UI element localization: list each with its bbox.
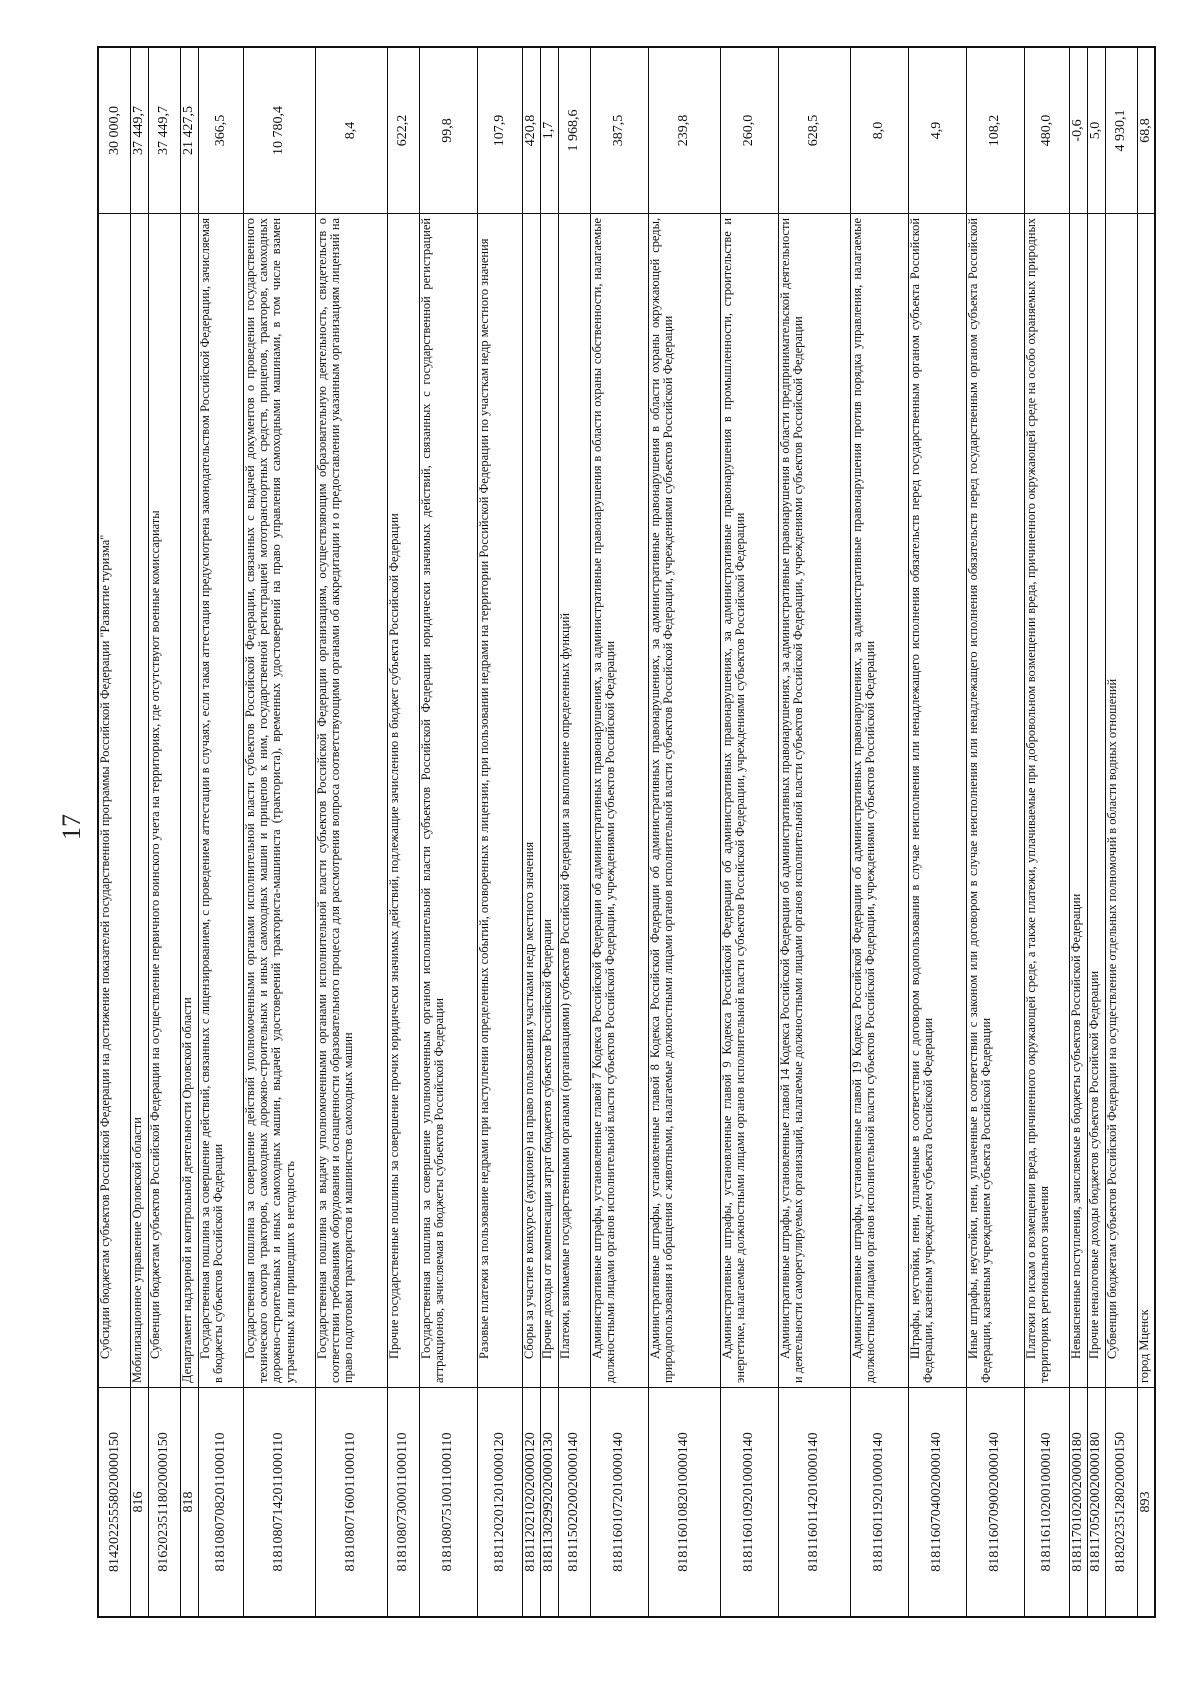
table-row: [387, 47, 419, 1617]
page-number: 17: [57, 814, 86, 840]
budget-code-cell: 81811701020020000180: [1069, 1388, 1087, 1618]
table-row: [243, 47, 315, 1617]
amount-cell: 628,5: [778, 47, 850, 214]
table-row: [1069, 47, 1087, 1617]
amount-cell: 68,8: [1137, 47, 1155, 214]
table-row: [966, 47, 1024, 1617]
amount-cell: 107,9: [477, 47, 522, 214]
amount-cell: 480,0: [1024, 47, 1069, 214]
income-name-cell: Административные штрафы, установленные главой 8 Кодекса Российской Федерации об административных правонарушениях, за административные правонарушения в области охраны окружающей среды, природопользования и обращения с животными, налагаемые должностными лицами органов исполнительной власти субъектов Российской Федерации, учреждениями субъектов Российской Федерации: [648, 214, 720, 1388]
amount-cell: 108,2: [966, 47, 1024, 214]
amount-cell: 10 780,4: [243, 47, 315, 214]
income-name-cell: Государственная пошлина за совершение уполномоченным органом исполнительной власти субъектов Российской Федерации юридически значимых действий, связанных с государственной регистрацией аттракционов, зачисляемая в бюджеты субъектов Российской Федерации: [419, 214, 477, 1388]
income-name-cell: Иные штрафы, неустойки, пени, уплаченные в соответствии с законом или договором в случае неисполнения или ненадлежащего исполнения обязательств перед государственным органом субъекта Российской Федерации, казенным учреждением субъекта Российской Федерации: [966, 214, 1024, 1388]
income-name-cell: Платежи по искам о возмещении вреда, причиненного окружающей среде, а также платежи, уплачиваемые при добровольном возмещении вреда, причиненного окружающей среде на особо охраняемых природных территориях регионального значения: [1024, 214, 1069, 1388]
income-name-cell: Административные штрафы, установленные главой 19 Кодекса Российской Федерации об административных правонарушениях, за административные правонарушения против порядка управления, налагаемые должностными лицами органов исполнительной власти субъектов Российской Федерации, учреждениями субъектов Российской Федерации: [850, 214, 908, 1388]
amount-cell: 37 449,7: [130, 47, 148, 214]
income-name-cell: Невыясненные поступления, зачисляемые в бюджеты субъектов Российской Федерации: [1069, 214, 1087, 1388]
income-name-cell: Прочие государственные пошлины за совершение прочих юридически значимых действий, подлежащие зачислению в бюджет субъекта Российской Федерации: [387, 214, 419, 1388]
table-row: [1024, 47, 1069, 1617]
table-row: [1137, 47, 1155, 1617]
table-row: [908, 47, 966, 1617]
table-row: [558, 47, 590, 1617]
amount-cell: 239,8: [648, 47, 720, 214]
budget-sheet: [97, 76, 1154, 1618]
budget-code-cell: 81811302992020000130: [540, 1388, 558, 1618]
table-row: [130, 47, 148, 1617]
income-name-cell: Прочие доходы от компенсации затрат бюджетов субъектов Российской Федерации: [540, 214, 558, 1388]
table-row: [778, 47, 850, 1617]
income-name-cell: Государственная пошлина за совершение действий уполномоченными органами исполнительной власти субъектов Российской Федерации, связанных с выдачей документов о проведении государственного технического осмотра тракторов, самоходных дорожно-строительных и иных самоходных машин и прицепов к ним, государственной регистрацией мототранспортных средств, прицепов, тракторов, самоходных дорожно-строительных и иных самоходных машин, выдачей удостоверений тракториста-машиниста (тракториста), временных удостоверений на право управления самоходными машинами, в том числе взамен утраченных или пришедших в негодность: [243, 214, 315, 1388]
amount-cell: 21 427,5: [180, 47, 198, 214]
budget-code-cell: 81811601072010000140: [590, 1388, 648, 1618]
amount-cell: 260,0: [720, 47, 778, 214]
table-row: [590, 47, 648, 1617]
amount-cell: 622,2: [387, 47, 419, 214]
amount-cell: 8,0: [850, 47, 908, 214]
amount-cell: 4 930,1: [1105, 47, 1137, 214]
budget-code-cell: 81811705020020000180: [1087, 1388, 1105, 1618]
income-name-cell: Административные штрафы, установленные главой 9 Кодекса Российской Федерации об административных правонарушениях, за административные правонарушения в промышленности, строительстве и энергетике, налагаемые должностными лицами органов исполнительной власти субъектов Российской Федерации, учреждениями субъектов Российской Федерации: [720, 214, 778, 1388]
income-name-cell: Административные штрафы, установленные главой 7 Кодекса Российской Федерации об административных правонарушениях, за административные правонарушения в области охраны собственности, налагаемые должностными лицами органов исполнительной власти субъектов Российской Федерации, учреждениями субъектов Российской Федерации: [590, 214, 648, 1388]
budget-code-cell: 81820235128020000150: [1105, 1388, 1137, 1618]
table-row: [198, 47, 243, 1617]
income-name-cell: Разовые платежи за пользование недрами при наступлении определенных событий, оговоренных в лицензии, при пользовании недрами на территории Российской Федерации по участкам недр местного значения: [477, 214, 522, 1388]
budget-code-cell: 81811502020020000140: [558, 1388, 590, 1618]
table-row: [720, 47, 778, 1617]
amount-cell: 30 000,0: [98, 47, 130, 214]
budget-code-cell: 81811601192010000140: [850, 1388, 908, 1618]
table-row: [540, 47, 558, 1617]
table-row: [477, 47, 522, 1617]
amount-cell: 8,4: [315, 47, 387, 214]
income-name-cell: город Мценск: [1137, 214, 1155, 1388]
budget-code-cell: 81810807142011000110: [243, 1388, 315, 1618]
budget-code-cell: 81811601142010000140: [778, 1388, 850, 1618]
budget-code-cell: 81811607090020000140: [966, 1388, 1024, 1618]
income-name-cell: Платежи, взимаемые государственными органами (организациями) субъектов Российской Федерации за выполнение определенных функций: [558, 214, 590, 1388]
table-row: [850, 47, 908, 1617]
budget-code-cell: 81811601082010000140: [648, 1388, 720, 1618]
table-row: [1087, 47, 1105, 1617]
budget-code-cell: 893: [1137, 1388, 1155, 1618]
income-name-cell: Административные штрафы, установленные главой 14 Кодекса Российской Федерации об административных правонарушениях, за административные правонарушения в области предпринимательской деятельности и деятельности саморегулируемых организаций, налагаемые должностными лицами органов исполнительной власти субъектов Российской Федерации, учреждениями субъектов Российской Федерации: [778, 214, 850, 1388]
income-name-cell: Государственная пошлина за совершение действий, связанных с лицензированием, с проведением аттестации в случаях, если такая аттестация предусмотрена законодательством Российской Федерации, зачисляемая в бюджеты субъектов Российской Федерации: [198, 214, 243, 1388]
table-row: [419, 47, 477, 1617]
amount-cell: 387,5: [590, 47, 648, 214]
amount-cell: -0,6: [1069, 47, 1087, 214]
budget-code-cell: 81810807082011000110: [198, 1388, 243, 1618]
income-name-cell: Департамент надзорной и контрольной деятельности Орловской области: [180, 214, 198, 1388]
income-name-cell: Прочие неналоговые доходы бюджетов субъектов Российской Федерации: [1087, 214, 1105, 1388]
amount-cell: 4,9: [908, 47, 966, 214]
budget-code-cell: 81810807510011000110: [419, 1388, 477, 1618]
budget-code-cell: 81811607040020000140: [908, 1388, 966, 1618]
budget-code-cell: 81620235118020000150: [148, 1388, 180, 1618]
income-name-cell: Сборы за участие в конкурсе (аукционе) на право пользования участками недр местного значения: [522, 214, 540, 1388]
budget-code-cell: 81811202012010000120: [477, 1388, 522, 1618]
income-name-cell: Государственная пошлина за выдачу уполномоченными органами исполнительной власти субъектов Российской Федерации организациям, осуществляющим образовательную деятельность, свидетельств о соответствии требованиям оборудования и оснащенности образовательного процесса для рассмотрения вопроса соответствующими органами об аккредитации и о предоставлении указанным организациям лицензий на право подготовки трактористов и машинистов самоходных машин: [315, 214, 387, 1388]
amount-cell: 5,0: [1087, 47, 1105, 214]
table-row: [1105, 47, 1137, 1617]
amount-cell: 420,8: [522, 47, 540, 214]
income-name-cell: Субсидии бюджетам субъектов Российской Федерации на достижение показателей государственной программы Российской Федерации "Развитие туризма": [98, 214, 130, 1388]
amount-cell: 99,8: [419, 47, 477, 214]
table-row: [148, 47, 180, 1617]
budget-code-cell: 81810807300011000110: [387, 1388, 419, 1618]
amount-cell: 1,7: [540, 47, 558, 214]
budget-code-cell: 818: [180, 1388, 198, 1618]
income-name-cell: Штрафы, неустойки, пени, уплаченные в соответствии с договором водопользования в случае неисполнения или ненадлежащего исполнения обязательств перед государственным органом субъекта Российской Федерации, казенным учреждением субъекта Российской Федерации: [908, 214, 966, 1388]
income-name-cell: Субвенции бюджетам субъектов Российской Федерации на осуществление первичного воинского учета на территориях, где отсутствуют военные комиссариаты: [148, 214, 180, 1388]
budget-code-cell: 816: [130, 1388, 148, 1618]
budget-code-cell: 81811202102020000120: [522, 1388, 540, 1618]
budget-code-cell: 81420225558020000150: [98, 1388, 130, 1618]
budget-table: [97, 46, 1156, 1618]
table-row: [522, 47, 540, 1617]
amount-cell: 366,5: [198, 47, 243, 214]
table-row: [648, 47, 720, 1617]
income-name-cell: Субвенции бюджетам субъектов Российской Федерации на осуществление отдельных полномочий в области водных отношений: [1105, 214, 1137, 1388]
budget-code-cell: 81811611020010000140: [1024, 1388, 1069, 1618]
amount-cell: 37 449,7: [148, 47, 180, 214]
income-name-cell: Мобилизационное управление Орловской области: [130, 214, 148, 1388]
amount-cell: 1 968,6: [558, 47, 590, 214]
budget-code-cell: 81811601092010000140: [720, 1388, 778, 1618]
table-row: [180, 47, 198, 1617]
table-row: [98, 47, 130, 1617]
table-row: [315, 47, 387, 1617]
budget-code-cell: 81810807160011000110: [315, 1388, 387, 1618]
